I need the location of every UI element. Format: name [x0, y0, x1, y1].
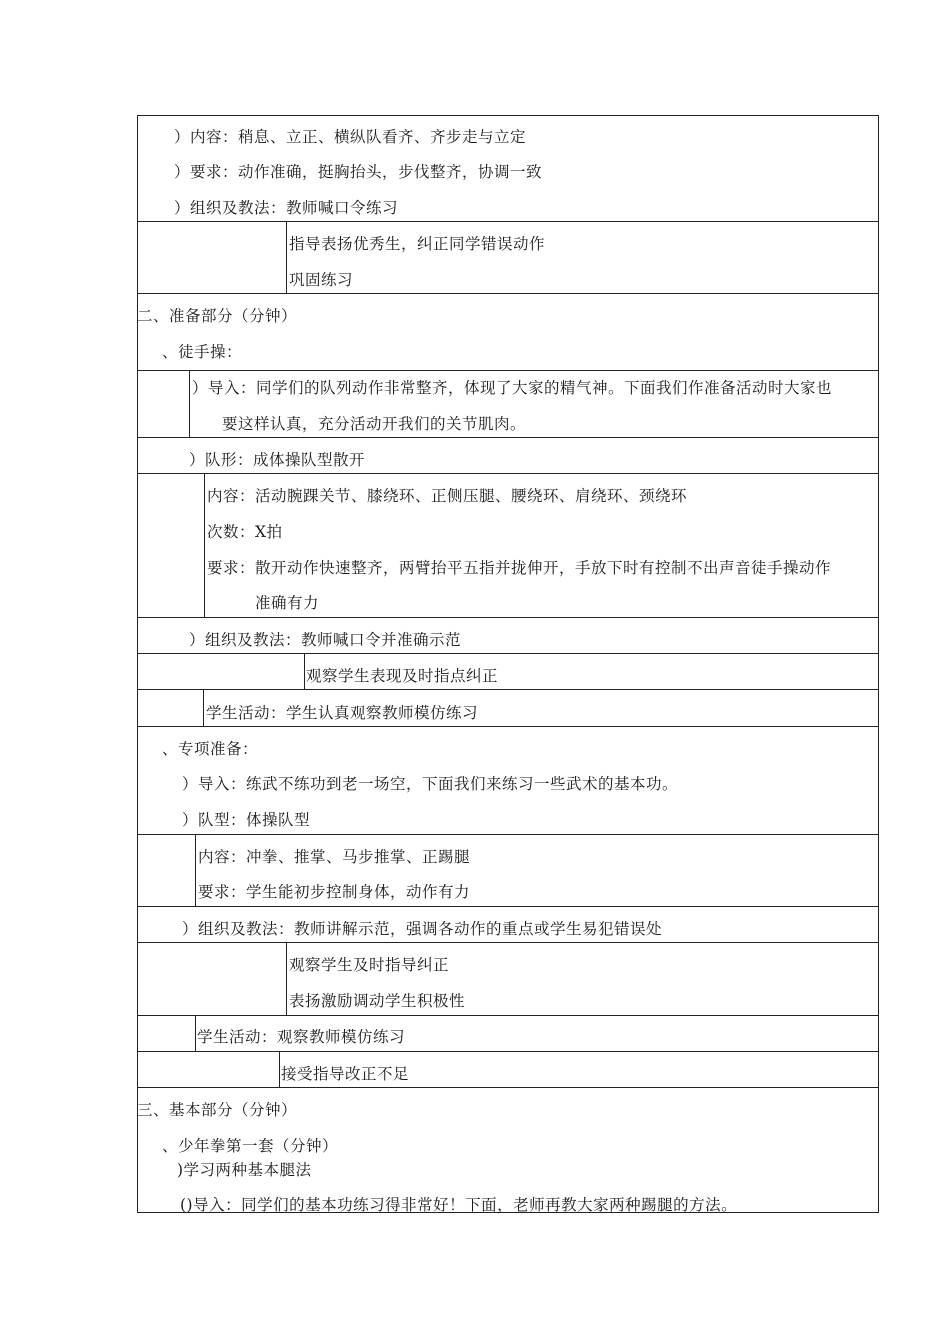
row-divider [137, 942, 879, 943]
formation-line: ）队型：体操队型 [182, 811, 311, 829]
formation-line: ）队形：成体操队型散开 [189, 451, 366, 469]
cell-divider [286, 942, 287, 1015]
requirement-line-cont: 准确有力 [255, 594, 320, 612]
learning-line: )学习两种基本腿法 [177, 1161, 312, 1179]
row-divider [137, 437, 879, 438]
row-divider [137, 221, 879, 222]
section-heading: 三、基本部分（分钟） [137, 1101, 298, 1119]
subsection-heading: 、少年拳第一套（分钟） [162, 1137, 339, 1155]
subsection-heading: 、徒手操： [162, 343, 243, 361]
student-activity-line: 学生活动：观察教师模仿练习 [197, 1028, 406, 1046]
row-divider [137, 1051, 879, 1052]
requirement-line: 要求：散开动作快速整齐，两臂抬平五指并拢伸开，手放下时有控制不出声音徒手操动作 [207, 559, 832, 577]
row-divider [137, 834, 879, 835]
intro-line: ）导入：练武不练功到老一场空，下面我们来练习一些武术的基本功。 [182, 775, 679, 793]
content-line: 内容：活动腕踝关节、膝绕环、正侧压腿、腰绕环、肩绕环、颈绕环 [207, 487, 688, 505]
subsection-heading: 、专项准备： [162, 740, 259, 758]
encouragement-line: 表扬激励调动学生积极性 [289, 992, 466, 1010]
cell-divider [304, 653, 305, 689]
intro-line: ()导入：同学们的基本功练习得非常好！下面，老师再教大家两种踢腿的方法。 [180, 1196, 738, 1214]
content-line: 内容：冲拳、推掌、马步推掌、正踢腿 [198, 848, 471, 866]
row-divider [137, 1087, 879, 1088]
cell-divider [279, 1051, 280, 1087]
practice-line: 巩固练习 [289, 271, 354, 289]
requirement-line: ）要求：动作准确，挺胸抬头，步伐整齐，协调一致 [174, 163, 543, 181]
lesson-plan-table [137, 115, 879, 1213]
intro-line: ）导入：同学们的队列动作非常整齐，体现了大家的精气神。下面我们作准备活动时大家也 [192, 379, 833, 397]
row-divider [137, 473, 879, 474]
method-line: ）组织及教法：教师喊口令练习 [174, 199, 399, 217]
content-line: ）内容：稍息、立正、横纵队看齐、齐步走与立定 [174, 128, 527, 146]
method-line: ）组织及教法：教师讲解示范，强调各动作的重点或学生易犯错误处 [182, 920, 663, 938]
cell-divider [189, 370, 190, 437]
row-divider [137, 726, 879, 727]
method-line: ）组织及教法：教师喊口令并准确示范 [189, 631, 462, 649]
row-divider [137, 617, 879, 618]
row-divider [137, 370, 879, 371]
cell-divider [195, 1015, 196, 1051]
row-divider [137, 293, 879, 294]
guidance-line: 指导表扬优秀生，纠正同学错误动作 [289, 235, 546, 253]
cell-divider [286, 221, 287, 293]
row-divider [137, 1015, 879, 1016]
row-divider [137, 653, 879, 654]
requirement-line: 要求：学生能初步控制身体，动作有力 [198, 883, 471, 901]
count-line: 次数：X拍 [207, 523, 283, 541]
feedback-line: 接受指导改正不足 [281, 1065, 410, 1083]
cell-divider [203, 689, 204, 726]
observation-line: 观察学生及时指导纠正 [289, 956, 450, 974]
cell-divider [204, 473, 205, 617]
student-activity-line: 学生活动：学生认真观察教师模仿练习 [206, 704, 479, 722]
section-heading: 二、准备部分（分钟） [137, 307, 298, 325]
observation-line: 观察学生表现及时指点纠正 [306, 667, 499, 685]
row-divider [137, 689, 879, 690]
intro-line-cont: 要这样认真，充分活动开我们的关节肌肉。 [222, 415, 527, 433]
cell-divider [195, 834, 196, 906]
row-divider [137, 906, 879, 907]
